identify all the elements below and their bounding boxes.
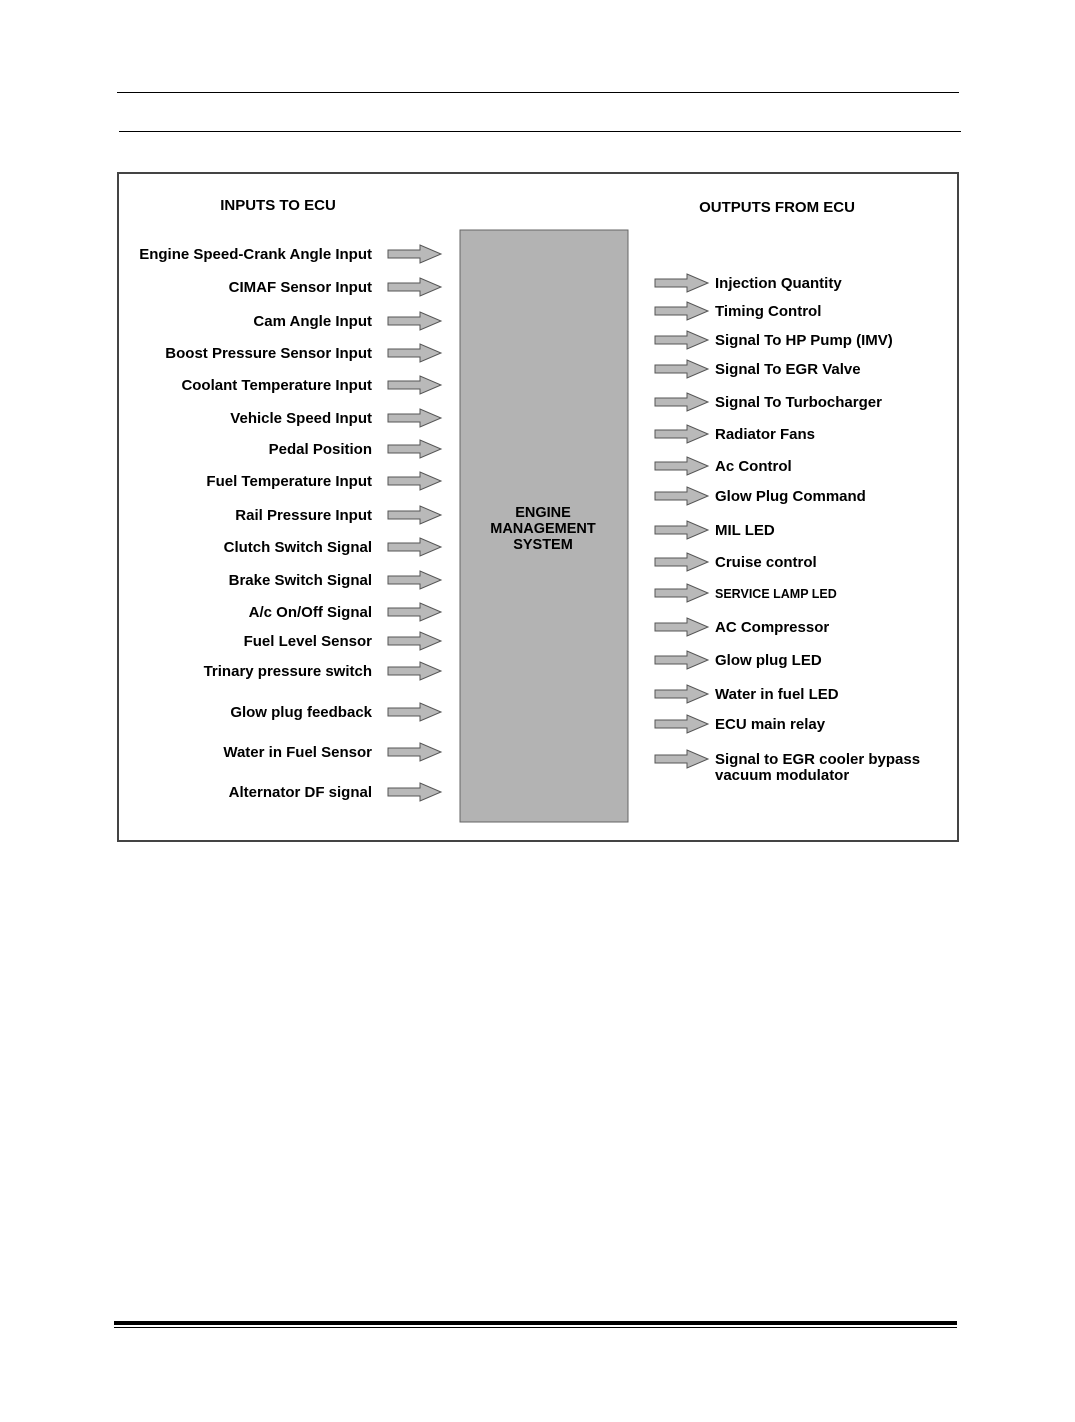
input-label: Coolant Temperature Input — [181, 377, 372, 394]
output-arrow — [655, 457, 708, 475]
input-arrow — [388, 312, 441, 330]
input-arrow — [388, 632, 441, 650]
input-arrow — [388, 571, 441, 589]
output-label: ECU main relay — [715, 716, 826, 733]
input-arrow — [388, 783, 441, 801]
input-label: Rail Pressure Input — [235, 507, 372, 524]
ecu-label-line-2: MANAGEMENT — [490, 521, 596, 537]
footer-rule-thick — [114, 1321, 957, 1325]
input-label: CIMAF Sensor Input — [228, 279, 372, 296]
input-arrow — [388, 662, 441, 680]
output-label: Cruise control — [715, 554, 817, 571]
output-label: vacuum modulator — [715, 767, 850, 784]
input-label: Boost Pressure Sensor Input — [165, 345, 372, 362]
output-arrow — [655, 584, 708, 602]
inputs-group — [139, 245, 441, 801]
output-label: AC Compressor — [715, 619, 830, 636]
output-label: Water in fuel LED — [715, 686, 839, 703]
output-label: Signal To HP Pump (IMV) — [715, 332, 893, 349]
ecu-label-line-1: ENGINE — [515, 505, 571, 521]
output-arrow — [655, 618, 708, 636]
input-label: Trinary pressure switch — [203, 663, 372, 680]
input-label: Brake Switch Signal — [228, 572, 372, 589]
output-label: Injection Quantity — [715, 275, 842, 292]
input-arrow — [388, 743, 441, 761]
input-label: Fuel Temperature Input — [206, 473, 372, 490]
input-label: Fuel Level Sensor — [243, 633, 372, 650]
output-label: Timing Control — [715, 303, 822, 320]
output-arrow — [655, 302, 708, 320]
output-arrow — [655, 715, 708, 733]
footer-rule-thin — [114, 1327, 957, 1328]
input-arrow — [388, 245, 441, 263]
output-arrow — [655, 393, 708, 411]
output-arrow — [655, 274, 708, 292]
input-label: Clutch Switch Signal — [223, 539, 372, 556]
inputs-heading: INPUTS TO ECU — [220, 197, 336, 214]
output-arrow — [655, 750, 708, 768]
outputs-heading: OUTPUTS FROM ECU — [699, 199, 855, 216]
input-label: Water in Fuel Sensor — [223, 744, 372, 761]
input-arrow — [388, 376, 441, 394]
input-label: Cam Angle Input — [253, 313, 372, 330]
output-label: MIL LED — [715, 522, 775, 539]
input-label: A/c On/Off Signal — [248, 604, 372, 621]
input-arrow — [388, 440, 441, 458]
outputs-group — [655, 274, 920, 784]
output-arrow — [655, 553, 708, 571]
input-arrow — [388, 472, 441, 490]
input-label: Vehicle Speed Input — [230, 410, 372, 427]
output-arrow — [655, 487, 708, 505]
output-arrow — [655, 685, 708, 703]
output-label: SERVICE LAMP LED — [715, 587, 837, 601]
output-arrow — [655, 425, 708, 443]
input-arrow — [388, 344, 441, 362]
input-label: Pedal Position — [268, 441, 372, 458]
ecu-label-line-3: SYSTEM — [513, 537, 573, 553]
output-arrow — [655, 360, 708, 378]
output-label: Signal To EGR Valve — [715, 361, 861, 378]
input-arrow — [388, 506, 441, 524]
input-label: Glow plug feedback — [230, 704, 372, 721]
input-arrow — [388, 538, 441, 556]
output-label: Signal To Turbocharger — [715, 394, 882, 411]
output-arrow — [655, 651, 708, 669]
output-label: Ac Control — [715, 458, 792, 475]
input-arrow — [388, 409, 441, 427]
input-arrow — [388, 703, 441, 721]
input-arrow — [388, 278, 441, 296]
output-label: Glow Plug Command — [715, 488, 866, 505]
output-label: Signal to EGR cooler bypass — [715, 751, 921, 768]
output-label: Glow plug LED — [715, 652, 822, 669]
output-arrow — [655, 331, 708, 349]
output-arrow — [655, 521, 708, 539]
input-label: Engine Speed-Crank Angle Input — [139, 246, 372, 263]
input-label: Alternator DF signal — [228, 784, 372, 801]
output-label: Radiator Fans — [715, 426, 816, 443]
input-arrow — [388, 603, 441, 621]
